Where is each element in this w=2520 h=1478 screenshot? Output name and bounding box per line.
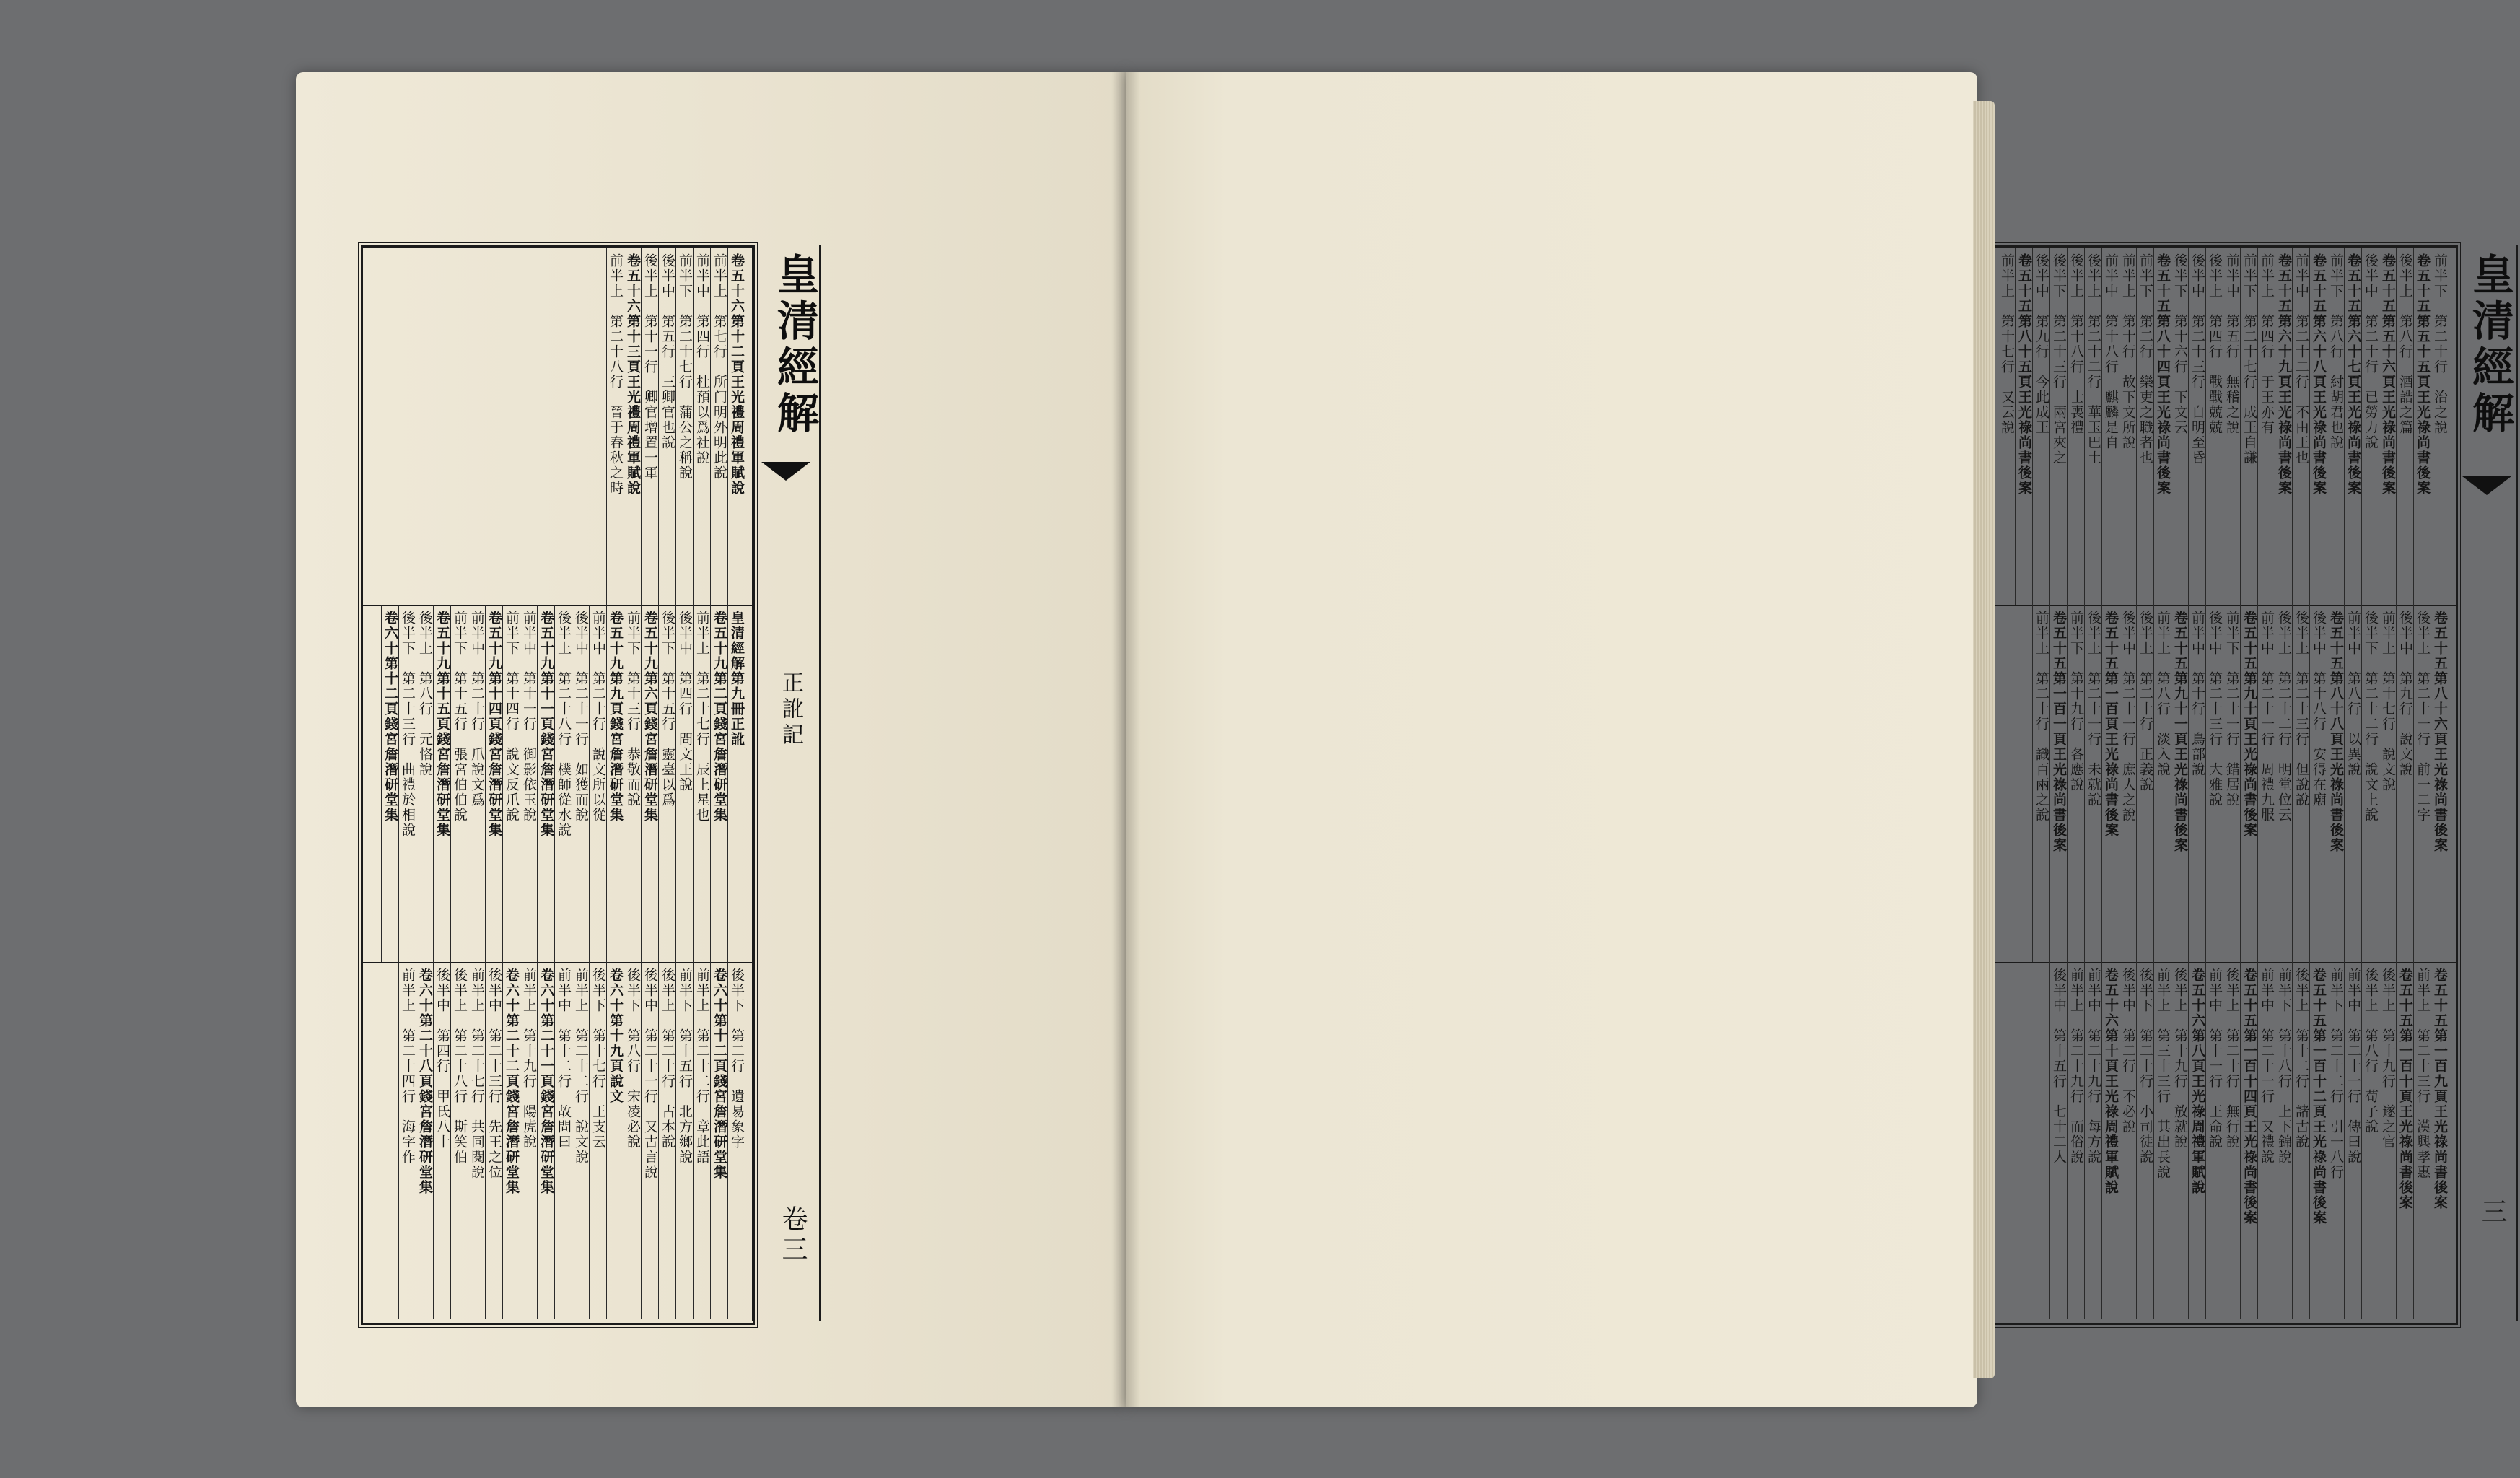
text-column: 前半中 第十行 鳥部說 <box>2189 611 2205 777</box>
left-spine-title: 皇清經解 <box>770 253 819 437</box>
text-column: 卷五十五第八十八頁王光祿尚書後案 <box>2328 611 2344 853</box>
text-column: 前半中 第二十一行 周禮九服 <box>2259 611 2275 823</box>
column-rule <box>2136 605 2137 962</box>
text-column: 前半上 第十七行 說文說 <box>2380 611 2396 792</box>
text-column: 後半上 第十九行 放就說 <box>2172 968 2188 1150</box>
column-rule <box>485 605 486 962</box>
text-column: 後半中 第二十三行 先王之位 <box>486 968 502 1180</box>
column-rule <box>433 605 434 962</box>
text-column: 前半下 第二行 樂吏之職者也 <box>2138 253 2153 465</box>
column-rule <box>433 962 434 1319</box>
column-rule <box>2188 605 2189 962</box>
text-column: 後半下 第二十三行 曲禮於相說 <box>400 611 416 838</box>
left-fishtail-mark <box>761 462 810 481</box>
column-rule <box>2257 962 2258 1319</box>
column-rule <box>2067 962 2068 1319</box>
text-column: 卷五十五第六十八頁王光祿尚書後案 <box>2311 253 2327 496</box>
text-column: 後半中 第四行 問文王說 <box>677 611 693 792</box>
text-column: 卷五十六第十二頁王光禮周禮軍賦說 <box>729 253 745 496</box>
text-column: 卷五十九第九頁錢宮詹潛研堂集 <box>608 611 624 823</box>
text-column: 卷五十五第一百頁王光祿尚書後案 <box>2103 611 2119 838</box>
text-column: 卷五十五第八十五頁王光祿尚書後案 <box>2016 253 2032 496</box>
text-column: 後半上 第四行 戰戰兢兢 <box>2207 253 2223 435</box>
column-rule <box>2049 248 2050 605</box>
text-column: 卷五十五第八十四頁王光祿尚書後案 <box>2155 253 2171 496</box>
text-column: 前半下 第十四行 說文反爪說 <box>504 611 520 823</box>
text-column: 卷五十六第八頁王光祿周禮軍賦說 <box>2189 968 2205 1195</box>
text-column: 前半中 第十二行 故問曰 <box>556 968 572 1150</box>
column-rule <box>606 962 607 1319</box>
text-column: 前半中 第二十一行 又禮說 <box>2259 968 2275 1165</box>
column-rule <box>710 962 711 1319</box>
column-rule <box>398 962 399 1319</box>
text-column: 後半上 第二十一行 未就說 <box>2086 611 2101 808</box>
column-rule <box>641 605 642 962</box>
text-column: 前半下 第十五行 北方鄉說 <box>677 968 693 1165</box>
column-rule <box>2240 605 2241 962</box>
column-rule <box>2240 248 2241 605</box>
text-column: 前半上 第三十三行 其出長說 <box>2155 968 2171 1180</box>
text-column: 後半上 第十八行 士喪禮 <box>2068 253 2084 435</box>
column-rule <box>2309 605 2310 962</box>
text-column: 前半中 第十一行 御影依玉說 <box>521 611 537 823</box>
column-rule <box>2292 248 2293 605</box>
column-rule <box>2153 605 2154 962</box>
text-column: 前半上 第二十七行 共同閱說 <box>469 968 485 1180</box>
column-rule <box>606 248 607 605</box>
column-rule <box>2292 962 2293 1319</box>
text-column: 前半上 第二十三行 漢興孝惠 <box>2415 968 2431 1180</box>
text-column: 後半下 第二行 遺易象字 <box>729 968 745 1150</box>
column-rule <box>2067 605 2068 962</box>
text-column: 卷五十九第二頁錢宮詹潛研堂集 <box>712 611 727 823</box>
left-spine-folio: 卷三 <box>778 1205 808 1266</box>
text-column: 後半上 第二十八行 斯笑伯 <box>452 968 468 1165</box>
text-column: 後半上 第八行 元恪說 <box>417 611 433 777</box>
column-rule <box>450 605 451 962</box>
column-rule <box>675 605 676 962</box>
text-column: 後半中 第四行 甲氏八十 <box>434 968 450 1150</box>
text-column: 前半下 第二十七行 蒲公之稱說 <box>677 253 693 481</box>
left-band-divider-1 <box>363 605 753 606</box>
column-rule <box>2396 605 2397 962</box>
text-column: 卷五十五第一百十頁王光祿尚書後案 <box>2397 968 2413 1210</box>
column-rule <box>537 962 538 1319</box>
text-column: 前半下 第二十行 治之說 <box>2432 253 2448 435</box>
column-rule <box>2032 605 2033 962</box>
column-rule <box>2136 962 2137 1319</box>
column-rule <box>727 962 728 1319</box>
text-column: 卷五十九第六頁錢宮詹潛研堂集 <box>642 611 658 823</box>
text-column: 後半中 第二十三行 大雅說 <box>2207 611 2223 808</box>
right-fishtail-mark <box>2462 476 2511 495</box>
text-column: 後半中 第二十一行 如獲而說 <box>573 611 589 823</box>
text-column: 後半上 第八行 酒誥之篇 <box>2397 253 2413 435</box>
column-rule <box>2257 605 2258 962</box>
column-rule <box>2101 605 2102 962</box>
column-rule <box>2188 248 2189 605</box>
text-column: 後半中 第十八行 安得在廟 <box>2311 611 2327 808</box>
text-column: 後半上 第十二行 諸古說 <box>2293 968 2309 1150</box>
page-edges <box>1973 101 1995 1378</box>
text-column: 後半下 第二十行 小司徒說 <box>2138 968 2153 1165</box>
text-column: 前半中 第八行 以異說 <box>2345 611 2361 777</box>
column-rule <box>641 248 642 605</box>
column-rule <box>2309 248 2310 605</box>
text-column: 卷五十五第九十頁王光祿尚書後案 <box>2241 611 2257 838</box>
text-column: 後半下 第八行 宋凌必說 <box>625 968 641 1150</box>
column-rule <box>2153 962 2154 1319</box>
right-spine-folio: 三 <box>2477 1198 2507 1228</box>
column-rule <box>2084 962 2085 1319</box>
column-rule <box>693 248 694 605</box>
text-column: 後半中 第二行 不必說 <box>2120 968 2136 1134</box>
text-column: 後半中 第九行 今此成王 <box>2034 253 2049 435</box>
column-rule <box>2413 962 2414 1319</box>
text-column: 卷五十五第九十一頁王光祿尚書後案 <box>2172 611 2188 853</box>
text-column: 後半下 第十七行 王支云 <box>590 968 606 1150</box>
column-rule <box>641 962 642 1319</box>
column-rule <box>2188 962 2189 1319</box>
column-rule <box>710 605 711 962</box>
column-rule <box>2084 248 2085 605</box>
text-column: 卷六十第二十二頁錢宮詹潛研堂集 <box>504 968 520 1195</box>
text-column: 後半中 第二十三行 自明至昏 <box>2189 253 2205 465</box>
text-column: 前半下 第十八行 上下錦說 <box>2276 968 2292 1165</box>
right-band-divider-1 <box>1994 605 2456 606</box>
column-rule <box>485 962 486 1319</box>
column-rule <box>502 605 503 962</box>
left-spine-strip <box>752 245 821 1321</box>
text-column: 後半上 第二十一行 前一二字 <box>2415 611 2431 823</box>
text-column: 後半上 第八行 荀子說 <box>2363 968 2379 1134</box>
text-column: 後半中 第五行 三卿官也說 <box>660 253 675 450</box>
column-rule <box>2084 605 2085 962</box>
text-column: 卷五十六第十三頁王光禮周禮軍賦說 <box>625 253 641 496</box>
text-column: 卷六十第十二頁錢宮詹潛研堂集 <box>382 611 398 823</box>
left-page <box>296 72 1126 1407</box>
column-rule <box>693 605 694 962</box>
text-column: 卷六十第二十一頁錢宮詹潛研堂集 <box>538 968 554 1195</box>
text-column: 前半下 第二十一行 錯居說 <box>2224 611 2240 808</box>
text-column: 卷五十六第十頁王光祿周禮軍賦說 <box>2103 968 2119 1195</box>
text-column: 卷五十五第一百十四頁王光祿尚書後案 <box>2241 968 2257 1225</box>
open-book <box>296 72 2514 1407</box>
column-rule <box>2067 248 2068 605</box>
column-rule <box>398 605 399 962</box>
text-column: 前半上 第二十二行 說文說 <box>573 968 589 1165</box>
text-column: 卷六十第十二頁錢宮詹潛研堂集 <box>712 968 727 1180</box>
column-rule <box>2240 962 2241 1319</box>
column-rule <box>2205 248 2206 605</box>
text-column: 卷五十五第一百十二頁王光祿尚書後案 <box>2311 968 2327 1225</box>
column-rule <box>658 962 659 1319</box>
text-column: 卷五十五第一百一頁王光祿尚書後案 <box>2051 611 2067 853</box>
text-column: 前半上 第八行 淡入說 <box>2155 611 2171 777</box>
text-column: 前半上 第四行 于王亦有 <box>2259 253 2275 435</box>
text-column: 前半上 第七行 所门明外明此說 <box>712 253 727 481</box>
text-column: 前半上 第二十四行 海字作 <box>400 968 416 1165</box>
text-column: 卷五十五第六十九頁王光祿尚書後案 <box>2276 253 2292 496</box>
text-column: 卷五十五第八十六頁王光祿尚書後案 <box>2432 611 2448 853</box>
text-column: 後半下 第十六行 下文云 <box>2172 253 2188 435</box>
text-column: 前半下 第十三行 恭敬而說 <box>625 611 641 808</box>
text-column: 前半中 第二十行 說文所以從 <box>590 611 606 823</box>
column-rule <box>2049 962 2050 1319</box>
column-rule <box>2153 248 2154 605</box>
column-rule <box>2101 248 2102 605</box>
column-rule <box>502 962 503 1319</box>
column-rule <box>2344 248 2345 605</box>
text-column: 前半中 第五行 無稽之說 <box>2224 253 2240 435</box>
text-column: 後半中 第九行 說文說 <box>2397 611 2413 777</box>
text-column: 前半中 第十八行 麒麟是自 <box>2103 253 2119 450</box>
column-rule <box>727 248 728 605</box>
right-band-divider-2 <box>1994 962 2456 963</box>
column-rule <box>2015 248 2016 605</box>
column-rule <box>693 962 694 1319</box>
text-column: 後半上 第二十八行 樸師從水說 <box>556 611 572 838</box>
text-column: 皇清經解第九冊正訛 <box>729 611 745 747</box>
column-rule <box>2257 248 2258 605</box>
column-rule <box>554 605 555 962</box>
text-column: 前半中 第二十行 爪說文爲 <box>469 611 485 808</box>
column-rule <box>727 605 728 962</box>
text-column: 卷五十五第五十五頁王光祿尚書後案 <box>2415 253 2431 496</box>
text-column: 前半中 第二十二行 不由王也 <box>2293 253 2309 465</box>
column-rule <box>2205 962 2206 1319</box>
column-rule <box>675 248 676 605</box>
text-column: 卷六十第二十八頁錢宮詹潛研堂集 <box>417 968 433 1195</box>
text-column: 前半中 第二十九行 每方說 <box>2086 968 2101 1165</box>
text-column: 前半上 第十九行 陽虎說 <box>521 968 537 1150</box>
text-column: 後半下 第二十三行 兩宮夾之 <box>2051 253 2067 465</box>
text-column: 後半中 第二十一行 庶人之說 <box>2120 611 2136 823</box>
text-column: 後半中 第二十一行 又古言說 <box>642 968 658 1180</box>
text-column: 後半下 第二十二行 說文上說 <box>2363 611 2379 823</box>
text-column: 卷五十九第十五頁錢宮詹潛研堂集 <box>434 611 450 838</box>
text-column: 後半上 第二十二行 華玉巴土 <box>2086 253 2101 465</box>
left-text-frame <box>361 245 755 1325</box>
column-rule <box>589 962 590 1319</box>
text-column: 後半上 第十九行 遂之官 <box>2380 968 2396 1150</box>
column-rule <box>675 962 676 1319</box>
column-rule <box>658 605 659 962</box>
column-rule <box>658 248 659 605</box>
text-column: 後半中 第二十行 已勞力說 <box>2363 253 2379 450</box>
column-rule <box>2361 962 2362 1319</box>
book-gutter <box>1111 72 1140 1407</box>
left-band-divider-2 <box>363 962 753 963</box>
text-column: 前半上 第十七行 又云說 <box>1999 253 2015 435</box>
text-column: 卷五十五第六十七頁王光祿尚書後案 <box>2345 253 2361 496</box>
text-column: 前半上 第二十行 識百兩之說 <box>2034 611 2049 823</box>
right-page <box>1126 72 2514 1407</box>
column-rule <box>2413 605 2414 962</box>
text-column: 前半下 第十五行 張宮伯伯說 <box>452 611 468 823</box>
column-rule <box>2413 248 2414 605</box>
right-spine-title: 皇清經解 <box>2465 253 2514 437</box>
text-column: 前半上 第二十八行 晉于春秋之時 <box>608 253 624 496</box>
text-column: 前半中 第十一行 王命說 <box>2207 968 2223 1150</box>
left-spine-subtitle: 正訛記 <box>778 671 803 749</box>
column-rule <box>2361 605 2362 962</box>
column-rule <box>2101 962 2102 1319</box>
text-column: 前半中 第四行 杜預以爲社說 <box>694 253 710 465</box>
column-rule <box>2309 962 2310 1319</box>
text-column: 後半中 第十五行 七十二人 <box>2051 968 2067 1165</box>
text-column: 後半下 第十五行 靈臺以爲 <box>660 611 675 808</box>
column-rule <box>2205 605 2206 962</box>
column-rule <box>2361 248 2362 605</box>
text-column: 卷五十五第五十六頁王光祿尚書後案 <box>2380 253 2396 496</box>
column-rule <box>710 248 711 605</box>
column-rule <box>2136 248 2137 605</box>
column-rule <box>2344 962 2345 1319</box>
column-rule <box>2396 248 2397 605</box>
text-column: 後半上 第二十行 正義說 <box>2138 611 2153 792</box>
column-rule <box>2049 605 2050 962</box>
column-rule <box>2032 248 2033 605</box>
column-rule <box>2292 605 2293 962</box>
text-column: 前半上 第二十二行 章此語 <box>694 968 710 1165</box>
text-column: 卷六十第十九頁說文 <box>608 968 624 1104</box>
text-column: 前半上 第二十九行 而俗說 <box>2068 968 2084 1165</box>
text-column: 後半上 第二十二行 明堂位云 <box>2276 611 2292 823</box>
column-rule <box>2344 605 2345 962</box>
text-column: 前半下 第二十二行 引一八行 <box>2328 968 2344 1180</box>
text-column: 後半上 第二十三行 但說說 <box>2293 611 2309 808</box>
text-column: 後半上 第十一行 卿官增置一軍 <box>642 253 658 481</box>
column-rule <box>2396 962 2397 1319</box>
text-column: 前半下 第二十七行 成王自謙 <box>2241 253 2257 465</box>
text-column: 卷五十五第一百九頁王光祿尚書後案 <box>2432 968 2448 1210</box>
right-text-frame <box>1992 245 2458 1325</box>
text-column: 前半上 第十行 故下文所說 <box>2120 253 2136 450</box>
text-column: 前半下 第十九行 各應說 <box>2068 611 2084 792</box>
text-column: 前半中 第二十一行 傳曰說 <box>2345 968 2361 1165</box>
text-column: 卷五十九第十一頁錢宮詹潛研堂集 <box>538 611 554 838</box>
text-column: 後半上 第二十行 無行說 <box>2224 968 2240 1150</box>
text-column: 前半下 第八行 紂胡君也說 <box>2328 253 2344 450</box>
column-rule <box>589 605 590 962</box>
text-column: 前半上 第二十七行 辰上星也 <box>694 611 710 823</box>
column-rule <box>537 605 538 962</box>
column-rule <box>450 962 451 1319</box>
column-rule <box>554 962 555 1319</box>
text-column: 後半上 第二十行 古本說 <box>660 968 675 1150</box>
column-rule <box>381 605 382 962</box>
column-rule <box>606 605 607 962</box>
text-column: 卷五十九第十四頁錢宮詹潛研堂集 <box>486 611 502 838</box>
